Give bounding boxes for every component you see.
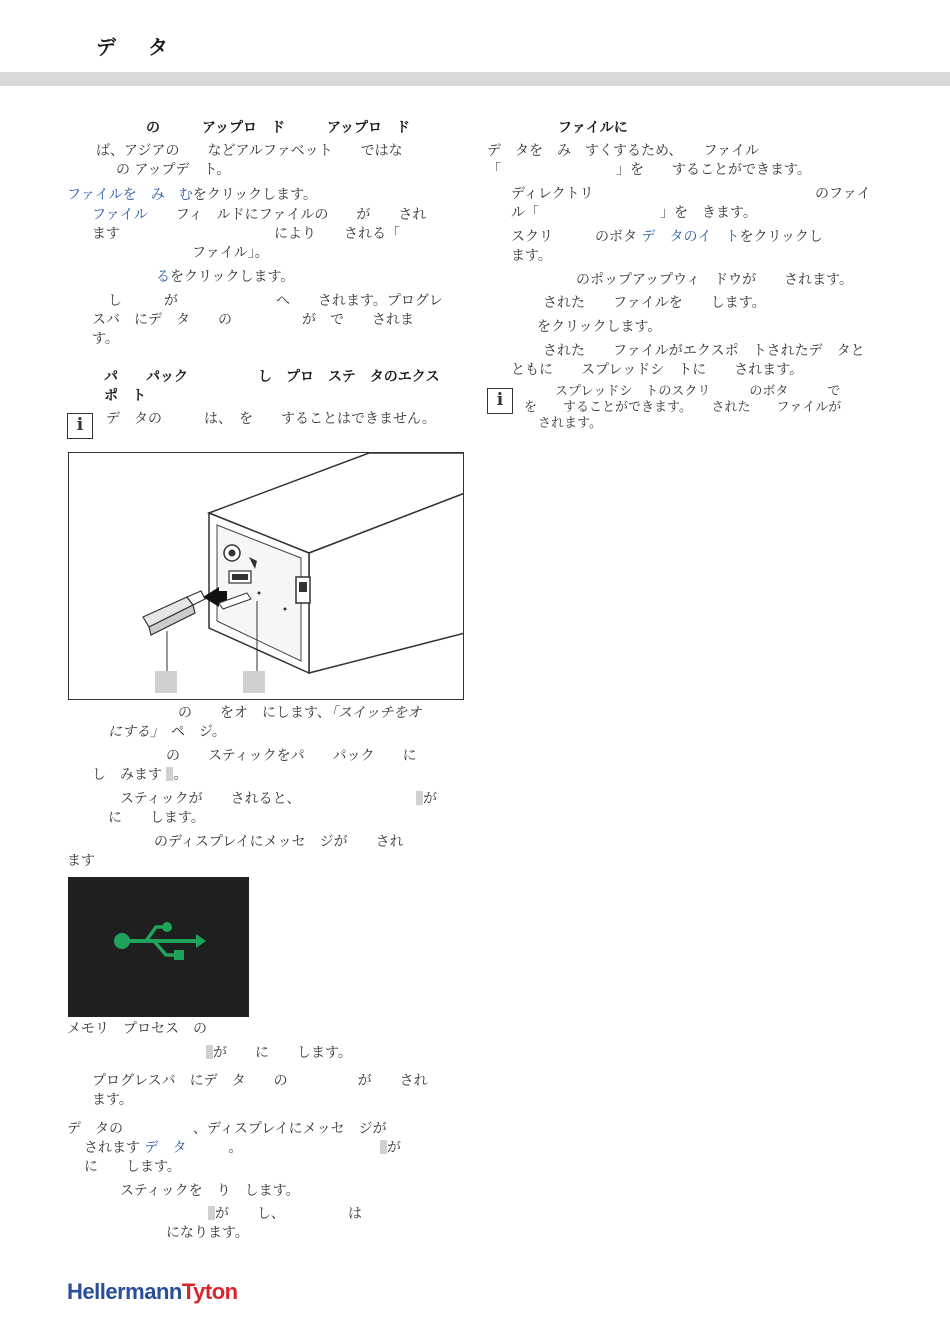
file-info-line3: されます。 <box>538 416 602 431</box>
after-figure-step3-line1-end: が <box>416 790 437 809</box>
after-usb-p5-line2: になります。 <box>166 1225 249 1241</box>
callout-marker-2 <box>243 671 265 693</box>
file-step1-line1: ディレクトリ <box>511 186 594 202</box>
hellermanntyton-logo: HellermannTyton <box>67 1279 238 1304</box>
section-heading-file: ファイルに <box>558 120 628 136</box>
after-figure-step1-line2: にする」 ペ ジ。 <box>108 724 226 740</box>
ref-marker <box>208 1206 215 1220</box>
file-step2-line2: ます。 <box>511 248 552 264</box>
upload-step3-line1: し が へ されます。プログレ <box>108 293 443 309</box>
device-usb-figure <box>68 452 464 700</box>
data-link[interactable]: デ タ <box>144 1140 187 1156</box>
upload-intro-line1: ば、アジアの などアルファベット ではな <box>96 143 403 159</box>
info-icon: i <box>487 388 513 414</box>
file-link[interactable]: ファイル <box>92 207 148 223</box>
upload-step3-line3: す。 <box>92 331 119 347</box>
after-usb-p3-line2-end: が <box>380 1139 401 1158</box>
after-figure-step1-line1: の をオ にします、「スイッチをオ <box>178 705 422 721</box>
file-step4: された ファイルを します。 <box>543 295 766 311</box>
file-info-line2: を することができます。 された ファイルが <box>524 400 842 415</box>
upload-step1b-line3: ファイル」。 <box>192 245 269 261</box>
usb-icon <box>68 877 249 1017</box>
after-usb-p4: スティックを り します。 <box>120 1183 300 1199</box>
usb-display-screen <box>68 877 249 1017</box>
header-bar <box>0 72 950 86</box>
after-figure-step2-line1: の スティックをパ パック に <box>166 748 417 764</box>
after-usb-p2-line1: プログレスバ にデ タ の が され <box>92 1073 428 1089</box>
after-usb-p2-line2: ます。 <box>92 1092 133 1108</box>
section-heading-export-line2: ポ ト <box>104 388 146 404</box>
ref-marker <box>416 791 423 805</box>
file-step6-line2: ともに スプレッドシ トに されます。 <box>511 362 804 378</box>
upload-step3-line2: スバ にデ タ の が で されま <box>92 312 414 328</box>
info-icon: i <box>67 413 93 439</box>
file-step5: をクリックします。 <box>537 319 662 335</box>
load-file-link[interactable]: ファイルを み む <box>67 187 193 203</box>
upload-step1: ファイルを み むをクリックします。 <box>67 187 318 203</box>
usb-caption: メモリ プロセス の <box>67 1021 207 1037</box>
after-usb-p3-line3: に します。 <box>84 1159 181 1175</box>
data-import-link[interactable]: デ タのイ <box>641 229 712 245</box>
upload-intro-line2: の アップデ ト。 <box>116 162 231 178</box>
after-figure-step4-line1: のディスプレイにメッセ ジが され <box>154 834 404 850</box>
after-figure-step3-line1: スティックが されると、 <box>120 791 301 807</box>
upload-step2: るをクリックします。 <box>156 269 295 285</box>
after-usb-p3-line1: デ タの 、ディスプレイにメッセ ジが <box>67 1121 387 1137</box>
after-usb-p5-line1: が し、 は <box>208 1205 362 1224</box>
after-usb-p3-line2: されます デ タ 。 <box>84 1140 243 1156</box>
section-heading-upload: の アップロ ド アップロ ド <box>146 120 411 136</box>
after-figure-step2-line2: し みます 。 <box>92 767 188 783</box>
device-illustration <box>69 453 464 700</box>
file-step3: のポップアップウィ ドウが されます。 <box>576 272 854 288</box>
file-intro-line2-rest: 」を することができます。 <box>616 162 811 178</box>
upload-step1b-line1: ファイル フィ ルドにファイルの が され <box>92 207 427 223</box>
upload-step1b-line2: ます により される「 <box>92 226 400 242</box>
section-heading-export-line1: パ パック し プロ ステ タのエクス <box>104 369 440 385</box>
after-figure-step3-line2: に します。 <box>108 810 205 826</box>
file-step1-line2: ル「 <box>511 205 539 221</box>
file-step1-line2-end: 」を きます。 <box>660 205 757 221</box>
file-step1-line1-end: のファイ <box>815 186 871 202</box>
upload-link[interactable]: る <box>156 269 170 285</box>
file-intro-line2-open: 「 <box>487 162 501 178</box>
file-info-line1: スプレッドシ トのスクリ のボタ で <box>555 384 841 399</box>
ref-marker <box>206 1045 213 1059</box>
ref-marker <box>380 1140 387 1154</box>
after-usb-p1: が に します。 <box>206 1044 352 1063</box>
file-intro-line1: デ タを み すくするため、 ファイル <box>487 143 760 159</box>
page-title: デ タ <box>96 35 174 59</box>
export-info-text: デ タの は、 を することはできません。 <box>106 411 436 427</box>
callout-marker-1 <box>155 671 177 693</box>
file-step6-line1: された ファイルがエクスポ トされたデ タと <box>543 343 865 359</box>
after-figure-step4-line2: ます <box>67 853 95 869</box>
file-step2-line1: スクリ のボタ デ タのイ トをクリックし <box>511 229 823 245</box>
